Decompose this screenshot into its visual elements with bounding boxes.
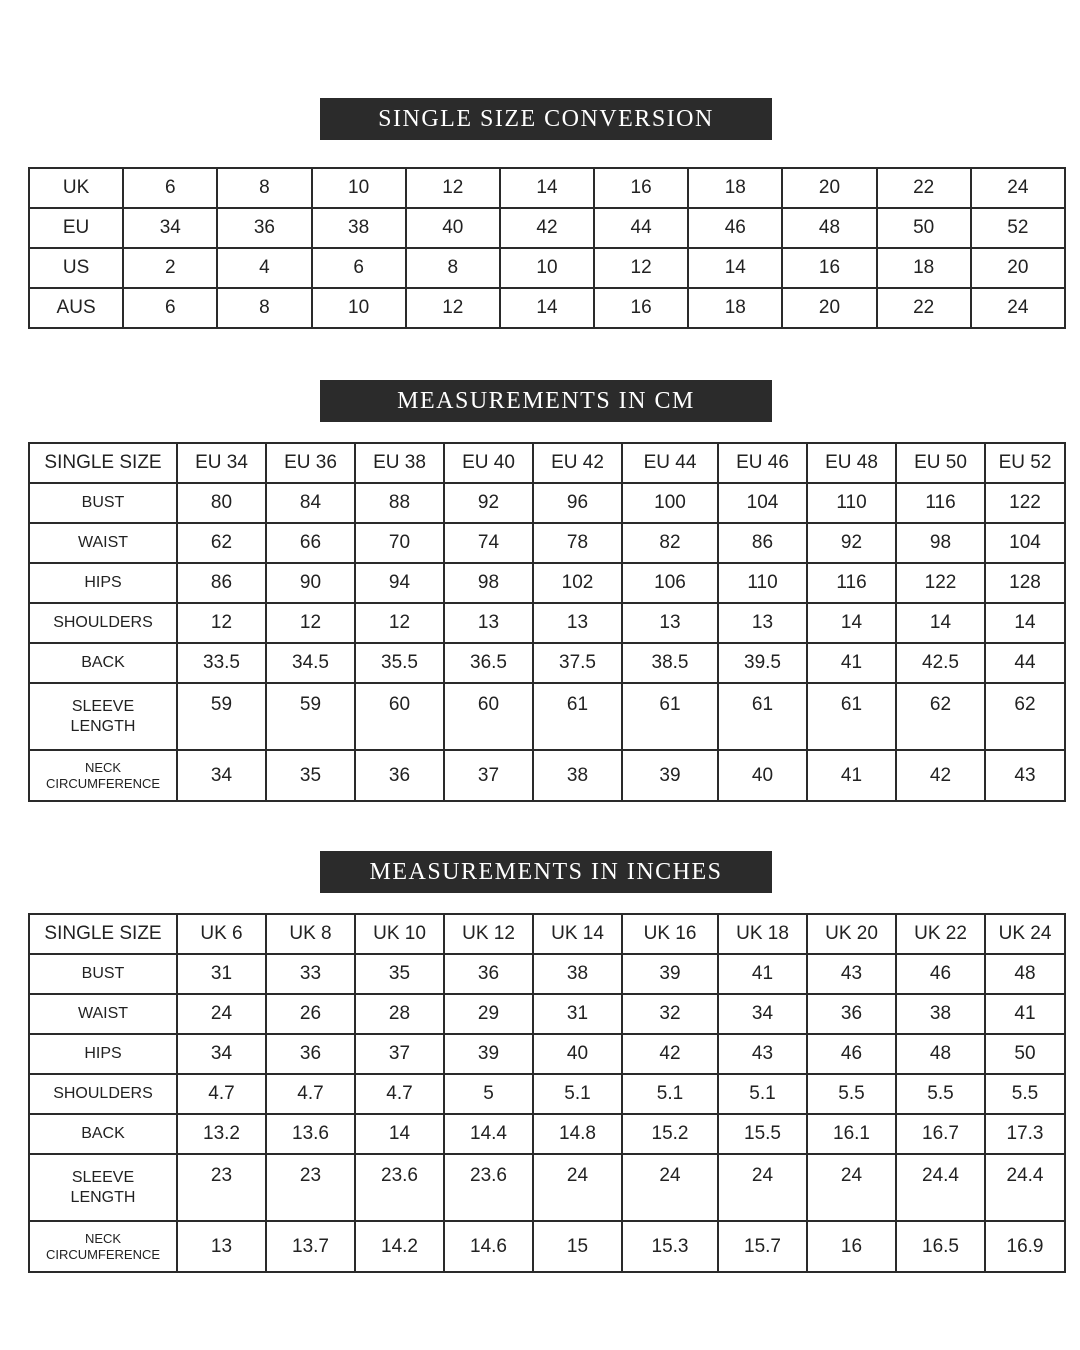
table-cell: 14.2: [355, 1221, 444, 1272]
table-cell: 33.5: [177, 643, 266, 683]
table-cell: 59: [266, 683, 355, 750]
table-cell: 4.7: [177, 1074, 266, 1114]
row-label: HIPS: [29, 563, 177, 603]
table-cell: 31: [177, 954, 266, 994]
table-cell: 24: [971, 168, 1065, 208]
table-cell: 39.5: [718, 643, 807, 683]
table-cell: 36.5: [444, 643, 533, 683]
table-cell: 16: [807, 1221, 896, 1272]
table-cell: 14: [500, 288, 594, 328]
table-cell: 100: [622, 483, 718, 523]
table-cell: 10: [312, 288, 406, 328]
row-label: EU: [29, 208, 123, 248]
row-label: BACK: [29, 643, 177, 683]
table-cell: 14: [807, 603, 896, 643]
column-header: UK 22: [896, 914, 985, 954]
table-cell: 13.6: [266, 1114, 355, 1154]
table-cell: 20: [971, 248, 1065, 288]
conversion-title: SINGLE SIZE CONVERSION: [378, 105, 714, 132]
table-cell: 128: [985, 563, 1065, 603]
table-cell: 35: [266, 750, 355, 801]
table-cell: 18: [688, 288, 782, 328]
table-cell: 42: [622, 1034, 718, 1074]
table-cell: 92: [807, 523, 896, 563]
table-cell: 34: [718, 994, 807, 1034]
column-header: UK 18: [718, 914, 807, 954]
table-cell: 6: [123, 168, 217, 208]
row-label: UK: [29, 168, 123, 208]
row-label: [29, 1221, 177, 1272]
table-cell: 38: [896, 994, 985, 1034]
row-label-line2: CIRCUMFERENCE: [45, 775, 161, 791]
table-cell: 61: [807, 683, 896, 750]
table-cell: 8: [217, 288, 311, 328]
table-row: [29, 954, 1065, 994]
table-cell: 110: [807, 483, 896, 523]
table-row: [29, 1114, 1065, 1154]
table-cell: 36: [266, 1034, 355, 1074]
table-cell: 42.5: [896, 643, 985, 683]
row-label: BUST: [29, 954, 177, 994]
table-row: [29, 1074, 1065, 1114]
column-header: UK 10: [355, 914, 444, 954]
table-cell: 37: [444, 750, 533, 801]
table-cell: 80: [177, 483, 266, 523]
table-cell: 86: [177, 563, 266, 603]
table-cell: 14.6: [444, 1221, 533, 1272]
row-label: BUST: [29, 483, 177, 523]
table-cell: 62: [177, 523, 266, 563]
table-cell: 15: [533, 1221, 622, 1272]
table-cell: 6: [312, 248, 406, 288]
table-cell: 40: [406, 208, 500, 248]
table-cell: 122: [985, 483, 1065, 523]
cm-title: MEASUREMENTS IN CM: [397, 387, 695, 414]
row-label: HIPS: [29, 1034, 177, 1074]
table-cell: 5.1: [533, 1074, 622, 1114]
table-cell: 46: [807, 1034, 896, 1074]
row-label-line1: NECK: [84, 759, 122, 775]
row-label: BACK: [29, 1114, 177, 1154]
column-header: EU 46: [718, 443, 807, 483]
row-label-line2: LENGTH: [70, 717, 136, 735]
table-cell: 14: [688, 248, 782, 288]
table-row: [29, 563, 1065, 603]
table-cell: 15.2: [622, 1114, 718, 1154]
table-cell: 4.7: [266, 1074, 355, 1114]
table-cell: 13: [622, 603, 718, 643]
table-cell: 33: [266, 954, 355, 994]
table-cell: 106: [622, 563, 718, 603]
table-cell: 14: [896, 603, 985, 643]
table-cell: 23.6: [355, 1154, 444, 1221]
table-cell: 44: [594, 208, 688, 248]
table-cell: 52: [971, 208, 1065, 248]
table-cell: 16: [594, 288, 688, 328]
row-label: AUS: [29, 288, 123, 328]
table-cell: 14.4: [444, 1114, 533, 1154]
table-cell: 43: [985, 750, 1065, 801]
table-cell: 24.4: [985, 1154, 1065, 1221]
table-cell: 24: [971, 288, 1065, 328]
table-cell: 13.2: [177, 1114, 266, 1154]
row-label: WAIST: [29, 523, 177, 563]
table-cell: 48: [782, 208, 876, 248]
table-cell: 44: [985, 643, 1065, 683]
table-cell: 92: [444, 483, 533, 523]
table-cell: 17.3: [985, 1114, 1065, 1154]
table-cell: 43: [807, 954, 896, 994]
table-cell: 6: [123, 288, 217, 328]
column-header: UK 14: [533, 914, 622, 954]
table-cell: 48: [896, 1034, 985, 1074]
table-cell: 13: [444, 603, 533, 643]
table-cell: 36: [444, 954, 533, 994]
table-cell: 94: [355, 563, 444, 603]
table-cell: 40: [718, 750, 807, 801]
table-cell: 60: [444, 683, 533, 750]
table-cell: 70: [355, 523, 444, 563]
table-cell: 59: [177, 683, 266, 750]
table-cell: 61: [718, 683, 807, 750]
table-cell: 37.5: [533, 643, 622, 683]
table-cell: 36: [807, 994, 896, 1034]
table-cell: 62: [985, 683, 1065, 750]
table-cell: 16.5: [896, 1221, 985, 1272]
table-cell: 13: [718, 603, 807, 643]
table-cell: 98: [896, 523, 985, 563]
table-cell: 13: [533, 603, 622, 643]
table-cell: 84: [266, 483, 355, 523]
table-cell: 5.5: [896, 1074, 985, 1114]
table-cell: 12: [406, 288, 500, 328]
table-cell: 12: [355, 603, 444, 643]
table-cell: 12: [406, 168, 500, 208]
column-header: UK 8: [266, 914, 355, 954]
table-cell: 15.3: [622, 1221, 718, 1272]
column-header: UK 6: [177, 914, 266, 954]
table-cell: 116: [807, 563, 896, 603]
table-cell: 36: [355, 750, 444, 801]
row-label-line2: CIRCUMFERENCE: [45, 1246, 161, 1262]
table-cell: 96: [533, 483, 622, 523]
cm-title-banner: [320, 380, 772, 422]
table-cell: 24: [718, 1154, 807, 1221]
table-cell: 41: [718, 954, 807, 994]
table-cell: 35.5: [355, 643, 444, 683]
table-cell: 13: [177, 1221, 266, 1272]
row-label: WAIST: [29, 994, 177, 1034]
row-label: [29, 683, 177, 750]
conversion-title-banner: [320, 98, 772, 140]
table-cell: 110: [718, 563, 807, 603]
table-cell: 24: [533, 1154, 622, 1221]
table-cell: 32: [622, 994, 718, 1034]
table-cell: 8: [217, 168, 311, 208]
column-header: UK 20: [807, 914, 896, 954]
table-cell: 16.9: [985, 1221, 1065, 1272]
table-cell: 23: [177, 1154, 266, 1221]
column-header: EU 34: [177, 443, 266, 483]
table-cell: 82: [622, 523, 718, 563]
table-cell: 42: [500, 208, 594, 248]
table-cell: 86: [718, 523, 807, 563]
table-cell: 8: [406, 248, 500, 288]
column-header: EU 36: [266, 443, 355, 483]
table-cell: 50: [985, 1034, 1065, 1074]
table-cell: 37: [355, 1034, 444, 1074]
row-label: SHOULDERS: [29, 603, 177, 643]
table-cell: 66: [266, 523, 355, 563]
table-row: [29, 523, 1065, 563]
table-cell: 48: [985, 954, 1065, 994]
table-cell: 14: [355, 1114, 444, 1154]
table-cell: 29: [444, 994, 533, 1034]
table-cell: 46: [896, 954, 985, 994]
column-header: EU 38: [355, 443, 444, 483]
table-cell: 90: [266, 563, 355, 603]
table-cell: 5.5: [807, 1074, 896, 1114]
table-cell: 116: [896, 483, 985, 523]
table-cell: 61: [533, 683, 622, 750]
table-row: [29, 603, 1065, 643]
table-cell: 12: [177, 603, 266, 643]
table-cell: 14: [500, 168, 594, 208]
table-cell: 40: [533, 1034, 622, 1074]
table-cell: 5: [444, 1074, 533, 1114]
table-cell: 16: [782, 248, 876, 288]
inches-title: MEASUREMENTS IN INCHES: [369, 858, 723, 885]
table-cell: 74: [444, 523, 533, 563]
table-cell: 98: [444, 563, 533, 603]
table-cell: 28: [355, 994, 444, 1034]
table-cell: 24: [807, 1154, 896, 1221]
column-header: UK 16: [622, 914, 718, 954]
table-cell: 31: [533, 994, 622, 1034]
column-header: EU 50: [896, 443, 985, 483]
table-cell: 12: [266, 603, 355, 643]
row-label-line1: NECK: [84, 1230, 122, 1246]
table-cell: 39: [622, 750, 718, 801]
size-conversion-table: [28, 167, 1066, 329]
column-header: EU 52: [985, 443, 1065, 483]
column-header: EU 44: [622, 443, 718, 483]
table-header-row: [29, 914, 1065, 954]
table-cell: 16.7: [896, 1114, 985, 1154]
header-label: SINGLE SIZE: [29, 443, 177, 483]
table-cell: 38.5: [622, 643, 718, 683]
table-cell: 5.5: [985, 1074, 1065, 1114]
table-header-row: [29, 443, 1065, 483]
row-label: [29, 1154, 177, 1221]
column-header: UK 24: [985, 914, 1065, 954]
table-cell: 41: [807, 750, 896, 801]
conversion-body: [29, 168, 1065, 328]
inches-body: [29, 914, 1065, 1272]
table-cell: 36: [217, 208, 311, 248]
column-header: EU 42: [533, 443, 622, 483]
table-row: [29, 288, 1065, 328]
table-cell: 2: [123, 248, 217, 288]
table-cell: 10: [312, 168, 406, 208]
table-cell: 78: [533, 523, 622, 563]
header-label: SINGLE SIZE: [29, 914, 177, 954]
table-row: [29, 750, 1065, 801]
table-cell: 13.7: [266, 1221, 355, 1272]
table-cell: 39: [444, 1034, 533, 1074]
table-cell: 61: [622, 683, 718, 750]
row-label-line1: SLEEVE: [71, 1168, 135, 1186]
table-cell: 102: [533, 563, 622, 603]
table-row: [29, 483, 1065, 523]
table-row: [29, 1221, 1065, 1272]
table-cell: 16: [594, 168, 688, 208]
table-cell: 22: [877, 168, 971, 208]
row-label: [29, 750, 177, 801]
table-cell: 15.7: [718, 1221, 807, 1272]
table-cell: 50: [877, 208, 971, 248]
table-cell: 34.5: [266, 643, 355, 683]
table-row: [29, 248, 1065, 288]
measurements-cm-table: [28, 442, 1066, 802]
column-header: EU 40: [444, 443, 533, 483]
table-cell: 34: [123, 208, 217, 248]
table-cell: 60: [355, 683, 444, 750]
table-cell: 34: [177, 750, 266, 801]
inches-title-banner: [320, 851, 772, 893]
table-cell: 10: [500, 248, 594, 288]
table-cell: 46: [688, 208, 782, 248]
row-label-line1: SLEEVE: [71, 697, 135, 715]
table-cell: 88: [355, 483, 444, 523]
table-cell: 5.1: [718, 1074, 807, 1114]
table-cell: 39: [622, 954, 718, 994]
table-cell: 38: [312, 208, 406, 248]
table-cell: 24: [177, 994, 266, 1034]
table-cell: 41: [807, 643, 896, 683]
table-cell: 18: [877, 248, 971, 288]
table-cell: 4: [217, 248, 311, 288]
table-cell: 5.1: [622, 1074, 718, 1114]
table-cell: 104: [985, 523, 1065, 563]
table-cell: 41: [985, 994, 1065, 1034]
table-cell: 14: [985, 603, 1065, 643]
table-cell: 35: [355, 954, 444, 994]
table-cell: 38: [533, 954, 622, 994]
table-cell: 16.1: [807, 1114, 896, 1154]
table-cell: 42: [896, 750, 985, 801]
table-cell: 122: [896, 563, 985, 603]
table-cell: 20: [782, 288, 876, 328]
table-cell: 18: [688, 168, 782, 208]
table-cell: 43: [718, 1034, 807, 1074]
table-cell: 22: [877, 288, 971, 328]
row-label-line2: LENGTH: [70, 1188, 136, 1206]
measurements-inches-table: [28, 913, 1066, 1273]
table-cell: 20: [782, 168, 876, 208]
cm-body: [29, 443, 1065, 801]
table-row: [29, 1154, 1065, 1221]
table-row: [29, 1034, 1065, 1074]
table-cell: 38: [533, 750, 622, 801]
table-row: [29, 208, 1065, 248]
table-cell: 12: [594, 248, 688, 288]
row-label: US: [29, 248, 123, 288]
table-cell: 15.5: [718, 1114, 807, 1154]
table-cell: 104: [718, 483, 807, 523]
column-header: UK 12: [444, 914, 533, 954]
column-header: EU 48: [807, 443, 896, 483]
table-cell: 23.6: [444, 1154, 533, 1221]
table-cell: 23: [266, 1154, 355, 1221]
row-label: SHOULDERS: [29, 1074, 177, 1114]
table-row: [29, 168, 1065, 208]
table-row: [29, 683, 1065, 750]
table-cell: 24: [622, 1154, 718, 1221]
table-cell: 4.7: [355, 1074, 444, 1114]
table-row: [29, 643, 1065, 683]
table-row: [29, 994, 1065, 1034]
table-cell: 62: [896, 683, 985, 750]
table-cell: 26: [266, 994, 355, 1034]
table-cell: 24.4: [896, 1154, 985, 1221]
table-cell: 34: [177, 1034, 266, 1074]
table-cell: 14.8: [533, 1114, 622, 1154]
